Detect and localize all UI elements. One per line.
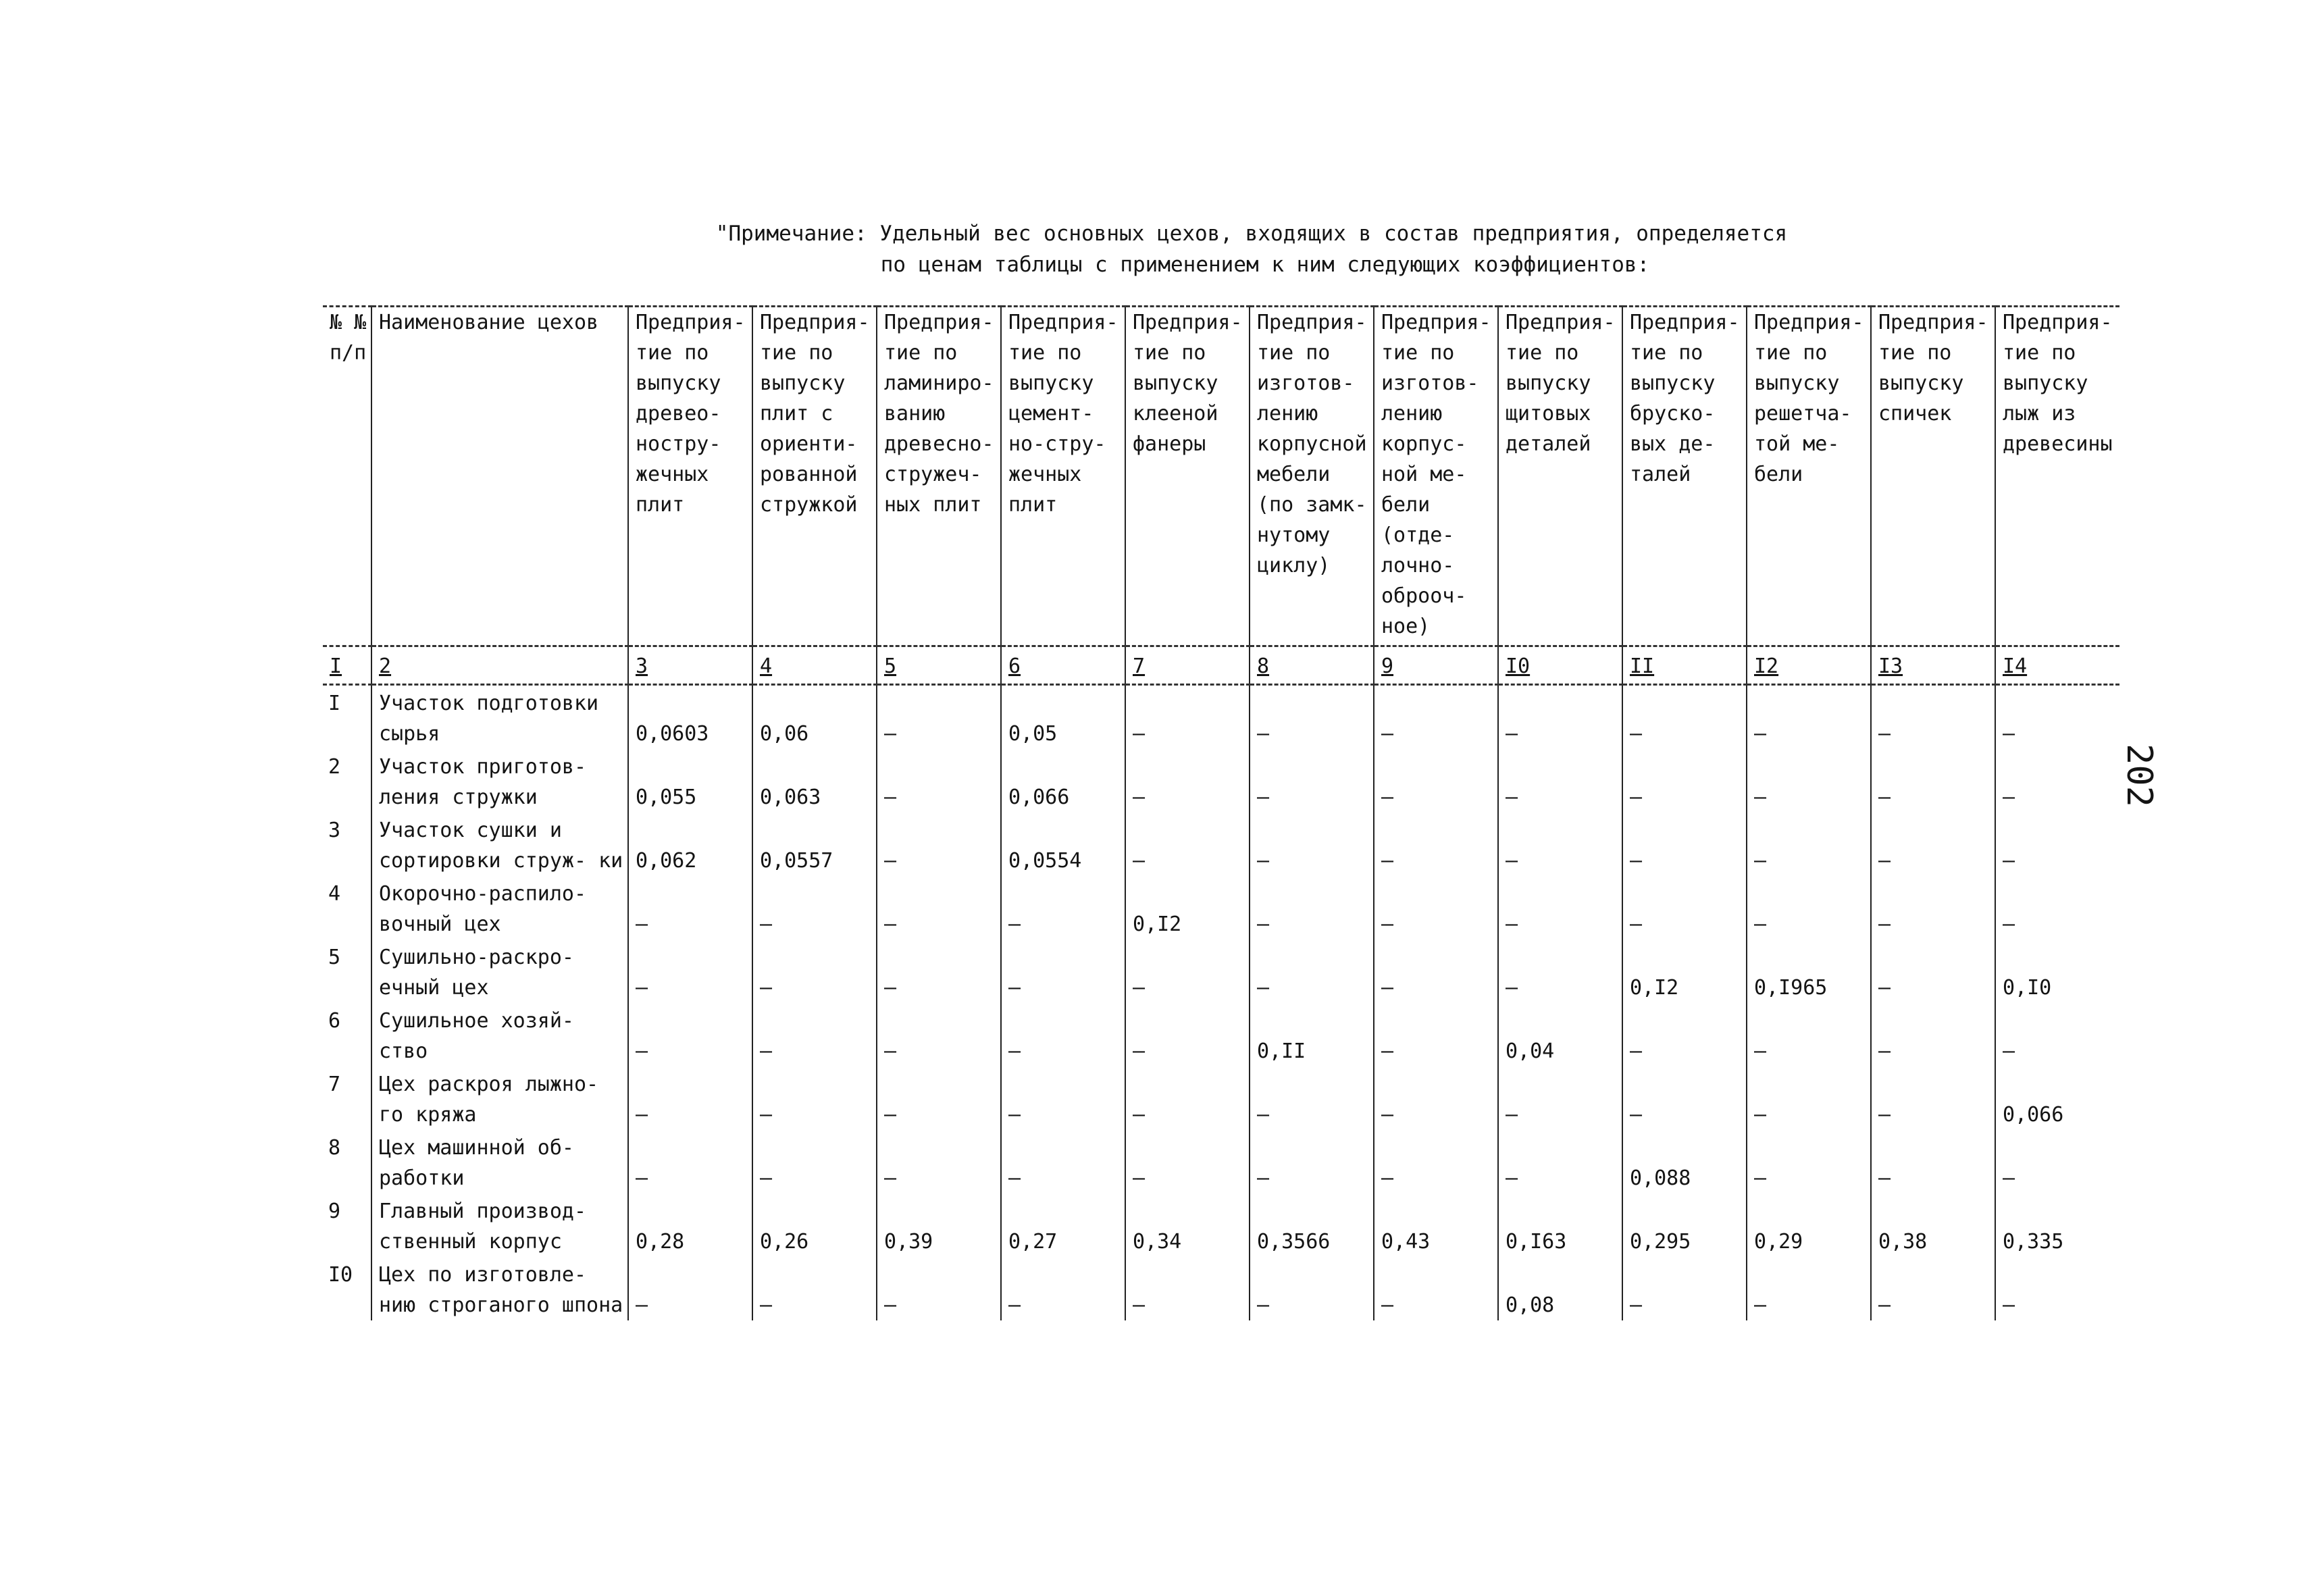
coefficient-cell: –: [1995, 1003, 2119, 1066]
header-cell: Предприя- тие по выпуску плит с ориенти- рованной стружкой: [752, 307, 877, 646]
header-cell: № № п/п: [323, 307, 371, 646]
coefficient-cell: –: [1374, 1257, 1498, 1320]
coefficient-cell: –: [752, 1130, 877, 1193]
column-number: I3: [1871, 646, 1995, 685]
row-number: 3: [328, 819, 341, 842]
coefficient-cell: –: [1871, 813, 1995, 876]
coefficient-cell: –: [1871, 749, 1995, 813]
header-cell: Предприя- тие по выпуску цемент- но-стру- жечных плит: [1001, 307, 1125, 646]
coefficient-cell: –: [1250, 876, 1374, 939]
coefficient-cell: –: [1747, 1066, 1871, 1130]
header-cell: Предприя- тие по изготов- лению корпусной мебели (по замк- нутому циклу): [1250, 307, 1374, 646]
workshop-name: Окорочно-распило- вочный цех: [371, 876, 628, 939]
coefficient-cell: –: [1374, 749, 1498, 813]
coefficient-cell: 0,I2: [1125, 876, 1250, 939]
coefficient-cell: –: [1871, 876, 1995, 939]
row-number: 5: [328, 946, 341, 969]
coefficient-cell: 0,I0: [1995, 939, 2119, 1003]
coefficient-cell: 0,26: [752, 1193, 877, 1257]
coefficient-cell: –: [1871, 685, 1995, 750]
coefficient-cell: 0,08: [1498, 1257, 1622, 1320]
row-number: 2: [328, 755, 341, 779]
coefficient-cell: –: [1622, 1066, 1747, 1130]
coefficient-cell: 0,06: [752, 685, 877, 750]
coefficient-cell: –: [1001, 1066, 1125, 1130]
column-number: 9: [1374, 646, 1498, 685]
page-number: 202: [2118, 744, 2159, 807]
coefficient-cell: 0,I965: [1747, 939, 1871, 1003]
coefficient-cell: 0,04: [1498, 1003, 1622, 1066]
coefficient-cell: –: [1747, 813, 1871, 876]
column-number: 5: [877, 646, 1001, 685]
coefficient-cell: –: [628, 876, 752, 939]
header-cell: Предприя- тие по выпуску щитовых деталей: [1498, 307, 1622, 646]
row-number: 9: [328, 1200, 341, 1223]
table-row: [323, 1003, 2119, 1066]
coefficient-cell: –: [1374, 876, 1498, 939]
row-number: 8: [328, 1136, 341, 1160]
table-row: [323, 1193, 2119, 1257]
coefficient-cell: –: [1125, 813, 1250, 876]
coefficient-cell: –: [1250, 813, 1374, 876]
table-row: [323, 876, 2119, 939]
coefficient-cell: 0,I63: [1498, 1193, 1622, 1257]
coefficient-cell: –: [1995, 1257, 2119, 1320]
coefficient-cell: 0,066: [1001, 749, 1125, 813]
column-number: 6: [1001, 646, 1125, 685]
coefficient-cell: 0,28: [628, 1193, 752, 1257]
coefficient-cell: –: [1374, 685, 1498, 750]
coefficient-cell: 0,3566: [1250, 1193, 1374, 1257]
coefficient-cell: –: [1871, 1066, 1995, 1130]
table-body: [323, 685, 2119, 1321]
coefficient-cell: 0,0557: [752, 813, 877, 876]
coefficient-cell: –: [1250, 939, 1374, 1003]
coefficient-cell: –: [1498, 685, 1622, 750]
coefficient-cell: –: [1995, 1130, 2119, 1193]
coefficient-cell: –: [1747, 749, 1871, 813]
coefficient-cell: 0,27: [1001, 1193, 1125, 1257]
coefficient-cell: –: [1125, 1003, 1250, 1066]
coefficient-cell: 0,0603: [628, 685, 752, 750]
coefficient-cell: –: [877, 1257, 1001, 1320]
coefficient-cell: –: [1498, 876, 1622, 939]
coefficient-cell: 0,066: [1995, 1066, 2119, 1130]
table-row: [323, 1066, 2119, 1130]
coefficient-cell: 0,29: [1747, 1193, 1871, 1257]
header-row: [323, 307, 2119, 646]
coefficient-cell: –: [1001, 1257, 1125, 1320]
coefficient-cell: 0,063: [752, 749, 877, 813]
coefficient-cell: –: [1498, 1066, 1622, 1130]
coefficient-cell: –: [628, 1003, 752, 1066]
coefficient-cell: –: [1125, 1257, 1250, 1320]
coefficient-cell: –: [1995, 813, 2119, 876]
coefficient-cell: –: [877, 1130, 1001, 1193]
column-number: I4: [1995, 646, 2119, 685]
coefficient-cell: –: [1001, 939, 1125, 1003]
coefficient-cell: –: [1871, 1257, 1995, 1320]
workshop-name: Участок подготовки сырья: [371, 685, 628, 750]
workshop-name: Цех машинной об- работки: [371, 1130, 628, 1193]
coefficient-cell: –: [752, 1003, 877, 1066]
header-cell: Предприя- тие по выпуску клееной фанеры: [1125, 307, 1250, 646]
column-number: 4: [752, 646, 877, 685]
coefficient-cell: –: [628, 1257, 752, 1320]
coefficient-cell: –: [877, 1003, 1001, 1066]
note-line-1: "Примечание: Удельный вес основных цехов, входящих в состав предприятия, определяется: [715, 222, 1788, 246]
workshop-name: Сушильное хозяй- ство: [371, 1003, 628, 1066]
column-number: I2: [1747, 646, 1871, 685]
coefficient-cell: –: [752, 939, 877, 1003]
coefficient-cell: –: [1250, 1130, 1374, 1193]
coefficient-cell: –: [1622, 813, 1747, 876]
coefficient-cell: –: [877, 749, 1001, 813]
coefficient-cell: –: [1622, 685, 1747, 750]
header-cell: Наименование цехов: [371, 307, 628, 646]
coefficient-cell: –: [752, 1066, 877, 1130]
coefficient-cell: –: [877, 685, 1001, 750]
coefficient-cell: –: [1250, 685, 1374, 750]
coefficient-cell: –: [628, 1066, 752, 1130]
coefficient-cell: –: [1250, 749, 1374, 813]
column-number: 3: [628, 646, 752, 685]
coefficient-cell: 0,0554: [1001, 813, 1125, 876]
coefficient-cell: –: [1871, 1003, 1995, 1066]
table-row: [323, 1130, 2119, 1193]
header-cell: Предприя- тие по выпуску бруско- вых де- талей: [1622, 307, 1747, 646]
column-number: 8: [1250, 646, 1374, 685]
coefficient-cell: –: [877, 1066, 1001, 1130]
coefficient-cell: –: [1747, 1257, 1871, 1320]
table-row: [323, 813, 2119, 876]
header-cell: Предприя- тие по выпуску спичек: [1871, 307, 1995, 646]
workshop-name: Главный производ- ственный корпус: [371, 1193, 628, 1257]
coefficient-cell: –: [1995, 685, 2119, 750]
coefficient-cell: –: [1125, 939, 1250, 1003]
coefficient-cell: –: [752, 1257, 877, 1320]
workshop-name: Цех по изготовле- нию строганого шпона: [371, 1257, 628, 1320]
coefficient-cell: –: [628, 1130, 752, 1193]
table-row: [323, 749, 2119, 813]
coefficient-cell: –: [1250, 1066, 1374, 1130]
column-number-row: [323, 646, 2119, 685]
coefficient-cell: –: [1622, 1257, 1747, 1320]
coefficient-cell: –: [1871, 939, 1995, 1003]
coefficient-cell: –: [1374, 1066, 1498, 1130]
coefficient-cell: 0,05: [1001, 685, 1125, 750]
coefficient-cell: –: [1125, 1066, 1250, 1130]
row-number: 4: [328, 882, 341, 906]
row-number: 7: [328, 1073, 341, 1096]
coefficient-cell: –: [1747, 1130, 1871, 1193]
coefficient-cell: 0,335: [1995, 1193, 2119, 1257]
coefficient-cell: –: [877, 813, 1001, 876]
coefficient-cell: –: [1995, 876, 2119, 939]
coefficient-cell: –: [1125, 685, 1250, 750]
coefficient-cell: –: [1125, 749, 1250, 813]
coefficient-cell: –: [1250, 1257, 1374, 1320]
coefficient-cell: –: [1374, 813, 1498, 876]
coefficient-cell: –: [1747, 1003, 1871, 1066]
coefficient-cell: –: [877, 876, 1001, 939]
coefficient-cell: 0,38: [1871, 1193, 1995, 1257]
coefficient-cell: –: [1498, 749, 1622, 813]
coefficient-cell: –: [1871, 1130, 1995, 1193]
coefficient-cell: –: [1374, 1003, 1498, 1066]
coefficient-cell: –: [1995, 749, 2119, 813]
coefficients-table: [323, 305, 2119, 1320]
row-number: I: [328, 692, 341, 715]
table-row: [323, 685, 2119, 750]
coefficient-cell: 0,43: [1374, 1193, 1498, 1257]
column-number: 2: [371, 646, 628, 685]
coefficient-cell: 0,088: [1622, 1130, 1747, 1193]
coefficient-cell: –: [1498, 939, 1622, 1003]
coefficient-cell: 0,39: [877, 1193, 1001, 1257]
coefficient-cell: –: [1374, 939, 1498, 1003]
coefficient-cell: –: [1498, 813, 1622, 876]
workshop-name: Цех раскроя лыжно- го кряжа: [371, 1066, 628, 1130]
workshop-name: Участок сушки и сортировки струж- ки: [371, 813, 628, 876]
coefficient-cell: 0,I2: [1622, 939, 1747, 1003]
coefficient-cell: –: [1001, 876, 1125, 939]
table-row: [323, 939, 2119, 1003]
workshop-name: Участок приготов- ления стружки: [371, 749, 628, 813]
header-cell: Предприя- тие по выпуску решетча- той ме- бели: [1747, 307, 1871, 646]
column-number: I0: [1498, 646, 1622, 685]
coefficient-cell: –: [1374, 1130, 1498, 1193]
coefficient-cell: –: [1747, 876, 1871, 939]
coefficient-cell: –: [1001, 1003, 1125, 1066]
coefficient-cell: –: [628, 939, 752, 1003]
header-cell: Предприя- тие по выпуску древео- ностру- жечных плит: [628, 307, 752, 646]
coefficient-cell: –: [1622, 749, 1747, 813]
table-row: [323, 1257, 2119, 1320]
coefficient-cell: 0,II: [1250, 1003, 1374, 1066]
header-cell: Предприя- тие по выпуску лыж из древесины: [1995, 307, 2119, 646]
coefficient-cell: 0,062: [628, 813, 752, 876]
coefficient-cell: 0,055: [628, 749, 752, 813]
row-number: I0: [328, 1263, 353, 1287]
coefficient-cell: –: [877, 939, 1001, 1003]
header-cell: Предприя- тие по ламиниро- ванию древесно- стружеч- ных плит: [877, 307, 1001, 646]
coefficient-cell: –: [1622, 876, 1747, 939]
header-cell: Предприя- тие по изготов- лению корпус- ной ме- бели (отде- лочно- оброоч- ное): [1374, 307, 1498, 646]
coefficient-cell: –: [752, 876, 877, 939]
coefficient-cell: –: [1125, 1130, 1250, 1193]
coefficient-cell: 0,295: [1622, 1193, 1747, 1257]
column-number: II: [1622, 646, 1747, 685]
note-line-2: по ценам таблицы с применением к ним следующих коэффициентов:: [880, 253, 1650, 277]
column-number: I: [323, 646, 371, 685]
column-number: 7: [1125, 646, 1250, 685]
workshop-name: Сушильно-раскро- ечный цех: [371, 939, 628, 1003]
coefficient-cell: 0,34: [1125, 1193, 1250, 1257]
row-number: 6: [328, 1009, 341, 1033]
coefficient-cell: –: [1001, 1130, 1125, 1193]
coefficient-cell: –: [1747, 685, 1871, 750]
coefficient-cell: –: [1498, 1130, 1622, 1193]
coefficient-cell: –: [1622, 1003, 1747, 1066]
